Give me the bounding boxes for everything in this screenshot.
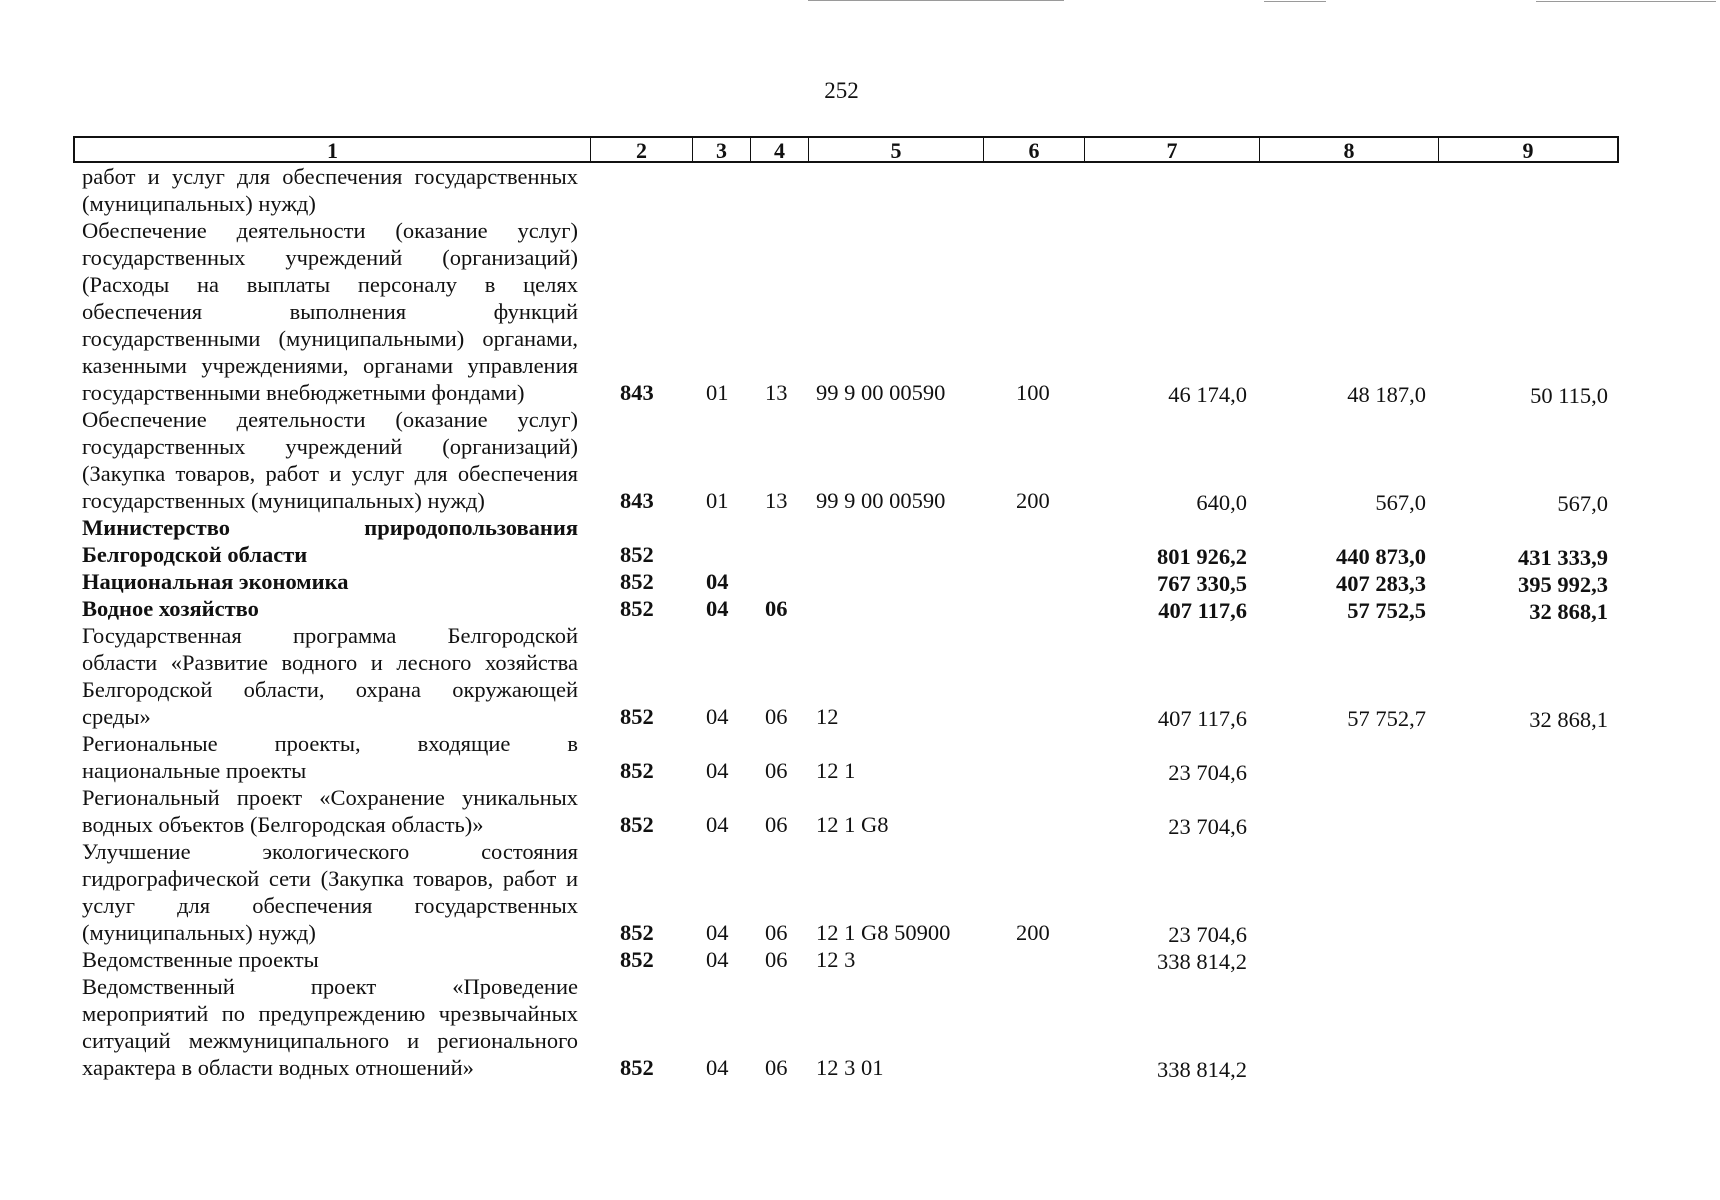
col-3-value: 04 (706, 920, 729, 945)
col-2-value: 852 (620, 758, 654, 783)
row-description (82, 406, 578, 514)
header-col-7: 7 (1085, 138, 1260, 161)
description-line: Белгородской области, охрана окружающей (82, 677, 578, 702)
col-8-value: 407 283,3 (1336, 571, 1426, 596)
row-description (82, 595, 578, 622)
scan-artifact-line (1264, 1, 1326, 2)
col-2-value: 852 (620, 920, 654, 945)
row-description (82, 217, 578, 406)
col-3-value: 01 (706, 380, 729, 405)
row-description (82, 568, 578, 595)
col-5-value: 12 3 (816, 947, 856, 972)
col-4-value: 13 (765, 380, 788, 405)
description-line: (муниципальных) нужд) (82, 191, 316, 216)
description-line: области «Развитие водного и лесного хозяйства (82, 650, 578, 675)
header-col-3: 3 (693, 138, 751, 161)
col-2-value: 852 (620, 596, 654, 621)
header-col-8: 8 (1260, 138, 1439, 161)
col-4-value: 06 (765, 812, 788, 837)
col-6-value: 100 (1016, 380, 1050, 405)
description-line: характера в области водных отношений» (82, 1055, 474, 1080)
col-4-value: 06 (765, 947, 788, 972)
scan-artifact-line (1536, 1, 1716, 2)
col-8-value: 440 873,0 (1336, 544, 1426, 569)
description-line: национальные проекты (82, 758, 307, 783)
col-8-value: 57 752,7 (1347, 706, 1426, 731)
col-3-value: 04 (706, 1055, 729, 1080)
col-9-value: 32 868,1 (1529, 707, 1608, 732)
row-description (82, 163, 578, 217)
col-3-value: 01 (706, 488, 729, 513)
col-5-value: 12 1 (816, 758, 856, 783)
description-line: гидрографической сети (Закупка товаров, работ и (82, 866, 578, 891)
description-line: водных объектов (Белгородская область)» (82, 812, 484, 837)
col-2-value: 852 (620, 704, 654, 729)
description-line: Министерство природопользования (82, 515, 578, 540)
col-2-value: 852 (620, 569, 654, 594)
col-7-value: 338 814,2 (1157, 949, 1247, 974)
header-col-2: 2 (591, 138, 693, 161)
col-2-value: 852 (620, 947, 654, 972)
col-5-value: 12 1 G8 (816, 812, 889, 837)
col-6-value: 200 (1016, 488, 1050, 513)
col-9-value: 395 992,3 (1518, 572, 1608, 597)
col-9-value: 32 868,1 (1529, 599, 1608, 624)
col-4-value: 13 (765, 488, 788, 513)
col-8-value: 57 752,5 (1347, 598, 1426, 623)
col-5-value: 12 1 G8 50900 (816, 920, 951, 945)
col-3-value: 04 (706, 704, 729, 729)
col-7-value: 46 174,0 (1168, 382, 1247, 407)
description-line: среды» (82, 704, 151, 729)
col-3-value: 04 (706, 758, 729, 783)
header-col-4: 4 (751, 138, 809, 161)
col-7-value: 23 704,6 (1168, 814, 1247, 839)
description-line: (Расходы на выплаты персоналу в целях (82, 272, 578, 297)
row-description (82, 622, 578, 730)
page-number: 252 (824, 78, 859, 103)
col-7-value: 407 117,6 (1157, 706, 1247, 731)
description-line: мероприятий по предупреждению чрезвычайных (82, 1001, 578, 1026)
description-line: государственных (муниципальных) нужд) (82, 488, 485, 513)
row-description (82, 730, 578, 784)
col-5-value: 99 9 00 00590 (816, 488, 946, 513)
col-6-value: 200 (1016, 920, 1050, 945)
col-2-value: 852 (620, 542, 654, 567)
description-line: государственными внебюджетными фондами) (82, 380, 525, 405)
col-3-value: 04 (706, 569, 729, 594)
table-header (73, 136, 1619, 163)
description-line: Региональный проект «Сохранение уникальных (82, 785, 578, 810)
col-3-value: 04 (706, 947, 729, 972)
header-col-5: 5 (809, 138, 984, 161)
description-line: казенными учреждениями, органами управления (82, 353, 578, 378)
col-8-value: 48 187,0 (1347, 382, 1426, 407)
description-line: (Закупка товаров, работ и услуг для обеспечения (82, 461, 578, 486)
col-9-value: 50 115,0 (1530, 383, 1608, 408)
col-2-value: 843 (620, 488, 654, 513)
col-4-value: 06 (765, 1055, 788, 1080)
description-line: государственных учреждений (организаций) (82, 245, 578, 270)
col-7-value: 767 330,5 (1157, 571, 1247, 596)
col-3-value: 04 (706, 596, 729, 621)
header-col-1: 1 (75, 138, 591, 161)
col-7-value: 640,0 (1196, 490, 1247, 515)
row-description (82, 514, 578, 568)
description-line: Белгородской области (82, 542, 308, 567)
header-col-9: 9 (1522, 138, 1534, 163)
scan-artifact-line (808, 0, 1064, 1)
col-7-value: 338 814,2 (1157, 1057, 1247, 1082)
description-line: Ведомственный проект «Проведение (82, 974, 578, 999)
description-line: Национальная экономика (82, 569, 349, 594)
col-7-value: 23 704,6 (1168, 760, 1247, 785)
col-2-value: 852 (620, 812, 654, 837)
description-line: Обеспечение деятельности (оказание услуг) (82, 218, 578, 243)
col-8-value: 567,0 (1375, 490, 1426, 515)
col-4-value: 06 (765, 758, 788, 783)
description-line: Ведомственные проекты (82, 947, 319, 972)
col-4-value: 06 (765, 920, 788, 945)
col-5-value: 99 9 00 00590 (816, 380, 946, 405)
description-line: ситуаций межмуниципального и регионального (82, 1028, 578, 1053)
col-5-value: 12 3 01 (816, 1055, 884, 1080)
header-col-6: 6 (984, 138, 1085, 161)
col-7-value: 801 926,2 (1157, 544, 1247, 569)
description-line: Улучшение экологического состояния (82, 839, 578, 864)
col-9-value: 431 333,9 (1518, 545, 1608, 570)
row-description (82, 946, 578, 973)
description-line: работ и услуг для обеспечения государственных (82, 164, 578, 189)
description-line: обеспечения выполнения функций (82, 299, 578, 324)
col-7-value: 23 704,6 (1168, 922, 1247, 947)
description-line: (муниципальных) нужд) (82, 920, 316, 945)
description-line: государственными (муниципальными) органами, (82, 326, 578, 351)
description-line: Государственная программа Белгородской (82, 623, 578, 648)
col-2-value: 852 (620, 1055, 654, 1080)
description-line: Региональные проекты, входящие в (82, 731, 578, 756)
row-description (82, 973, 578, 1081)
description-line: Водное хозяйство (82, 596, 259, 621)
row-description (82, 838, 578, 946)
description-line: государственных учреждений (организаций) (82, 434, 578, 459)
col-3-value: 04 (706, 812, 729, 837)
row-description (82, 784, 578, 838)
col-2-value: 843 (620, 380, 654, 405)
description-line: Обеспечение деятельности (оказание услуг) (82, 407, 578, 432)
col-9-value: 567,0 (1557, 491, 1608, 516)
col-4-value: 06 (765, 704, 788, 729)
description-line: услуг для обеспечения государственных (82, 893, 578, 918)
col-5-value: 12 (816, 704, 839, 729)
col-4-value: 06 (765, 596, 788, 621)
col-7-value: 407 117,6 (1158, 598, 1247, 623)
